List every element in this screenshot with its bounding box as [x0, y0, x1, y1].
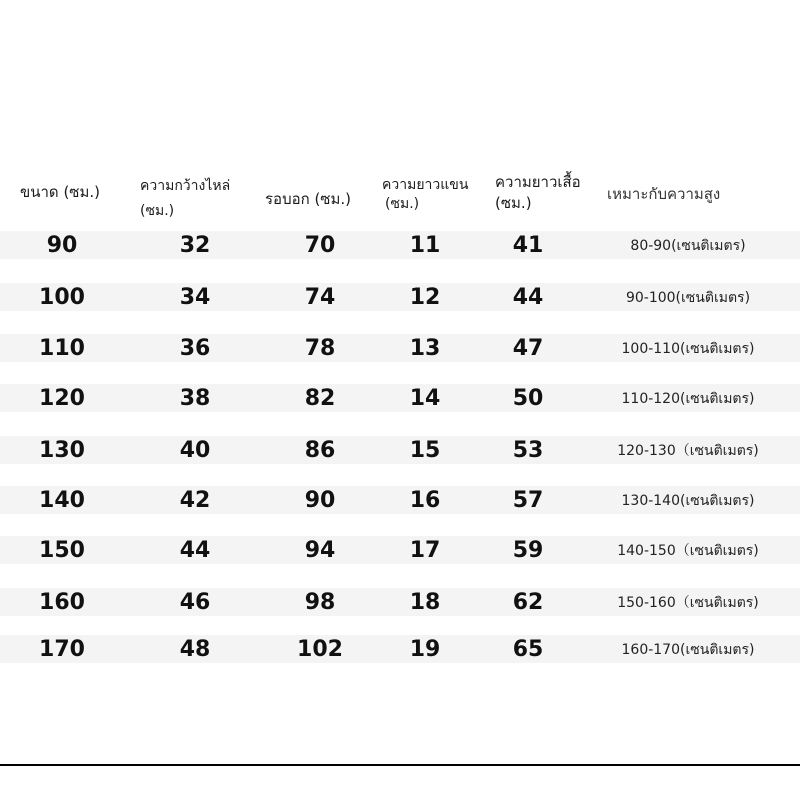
header-length-line2: (ซม.): [495, 194, 532, 212]
cell-height: 90-100(เซนติเมตร): [625, 290, 751, 306]
table-row: [0, 384, 800, 414]
cell-size: 120: [39, 386, 85, 411]
cell-height: 130-140(เซนติเมตร): [621, 493, 755, 509]
cell-shoulder: 42: [179, 488, 211, 513]
cell-size: 160: [39, 590, 85, 615]
table-row: [0, 635, 800, 665]
header-length-line1: ความยาวเสื้อ: [495, 173, 581, 191]
cell-length: 57: [512, 488, 544, 513]
cell-chest: 70: [304, 233, 336, 258]
cell-sleeve: 13: [409, 336, 441, 361]
header-shoulder-line1: ความกว้างไหล่: [140, 178, 231, 194]
cell-sleeve: 17: [409, 538, 441, 563]
cell-size: 110: [39, 336, 85, 361]
cell-sleeve: 18: [409, 590, 441, 615]
cell-sleeve: 12: [409, 285, 441, 310]
cell-length: 50: [512, 386, 544, 411]
cell-size: 90: [46, 233, 78, 258]
cell-height: 100-110(เซนติเมตร): [621, 341, 755, 357]
bottom-rule: [0, 764, 800, 766]
cell-length: 53: [512, 438, 544, 463]
header-size: ขนาด (ซม.): [20, 183, 100, 201]
header-sleeve-line1: ความยาวแขน: [382, 177, 469, 193]
header-shoulder-line2: (ซม.): [140, 203, 175, 219]
cell-height: 150-160（เซนติเมตร): [617, 595, 759, 611]
table-row: [0, 486, 800, 516]
cell-size: 100: [39, 285, 85, 310]
cell-chest: 74: [304, 285, 336, 310]
cell-shoulder: 46: [179, 590, 211, 615]
header-sleeve-line2: (ซม.): [385, 196, 420, 212]
table-row: [0, 334, 800, 364]
cell-length: 59: [512, 538, 544, 563]
cell-size: 150: [39, 538, 85, 563]
cell-shoulder: 44: [179, 538, 211, 563]
cell-chest: 82: [304, 386, 336, 411]
cell-chest: 78: [304, 336, 336, 361]
cell-sleeve: 15: [409, 438, 441, 463]
cell-height: 120-130（เซนติเมตร): [617, 443, 759, 459]
cell-shoulder: 48: [179, 637, 211, 662]
cell-size: 130: [39, 438, 85, 463]
cell-sleeve: 14: [409, 386, 441, 411]
cell-height: 160-170(เซนติเมตร): [621, 642, 755, 658]
cell-height: 80-90(เซนติเมตร): [630, 238, 746, 254]
cell-shoulder: 34: [179, 285, 211, 310]
cell-chest: 86: [304, 438, 336, 463]
cell-chest: 94: [304, 538, 336, 563]
header-height: เหมาะกับความสูง: [607, 185, 721, 203]
table-row: [0, 588, 800, 618]
cell-shoulder: 36: [179, 336, 211, 361]
cell-sleeve: 11: [409, 233, 441, 258]
cell-chest: 102: [297, 637, 343, 662]
cell-shoulder: 40: [179, 438, 211, 463]
cell-length: 65: [512, 637, 544, 662]
cell-height: 110-120(เซนติเมตร): [621, 391, 755, 407]
cell-sleeve: 16: [409, 488, 441, 513]
table-row: [0, 231, 800, 261]
header-chest: รอบอก (ซม.): [265, 190, 351, 208]
cell-size: 140: [39, 488, 85, 513]
cell-chest: 90: [304, 488, 336, 513]
cell-length: 47: [512, 336, 544, 361]
cell-shoulder: 32: [179, 233, 211, 258]
table-row: [0, 536, 800, 566]
cell-length: 62: [512, 590, 544, 615]
cell-sleeve: 19: [409, 637, 441, 662]
table-row: [0, 283, 800, 313]
cell-height: 140-150（เซนติเมตร): [617, 543, 759, 559]
cell-chest: 98: [304, 590, 336, 615]
cell-length: 44: [512, 285, 544, 310]
cell-length: 41: [512, 233, 544, 258]
table-row: [0, 436, 800, 466]
cell-size: 170: [39, 637, 85, 662]
cell-shoulder: 38: [179, 386, 211, 411]
